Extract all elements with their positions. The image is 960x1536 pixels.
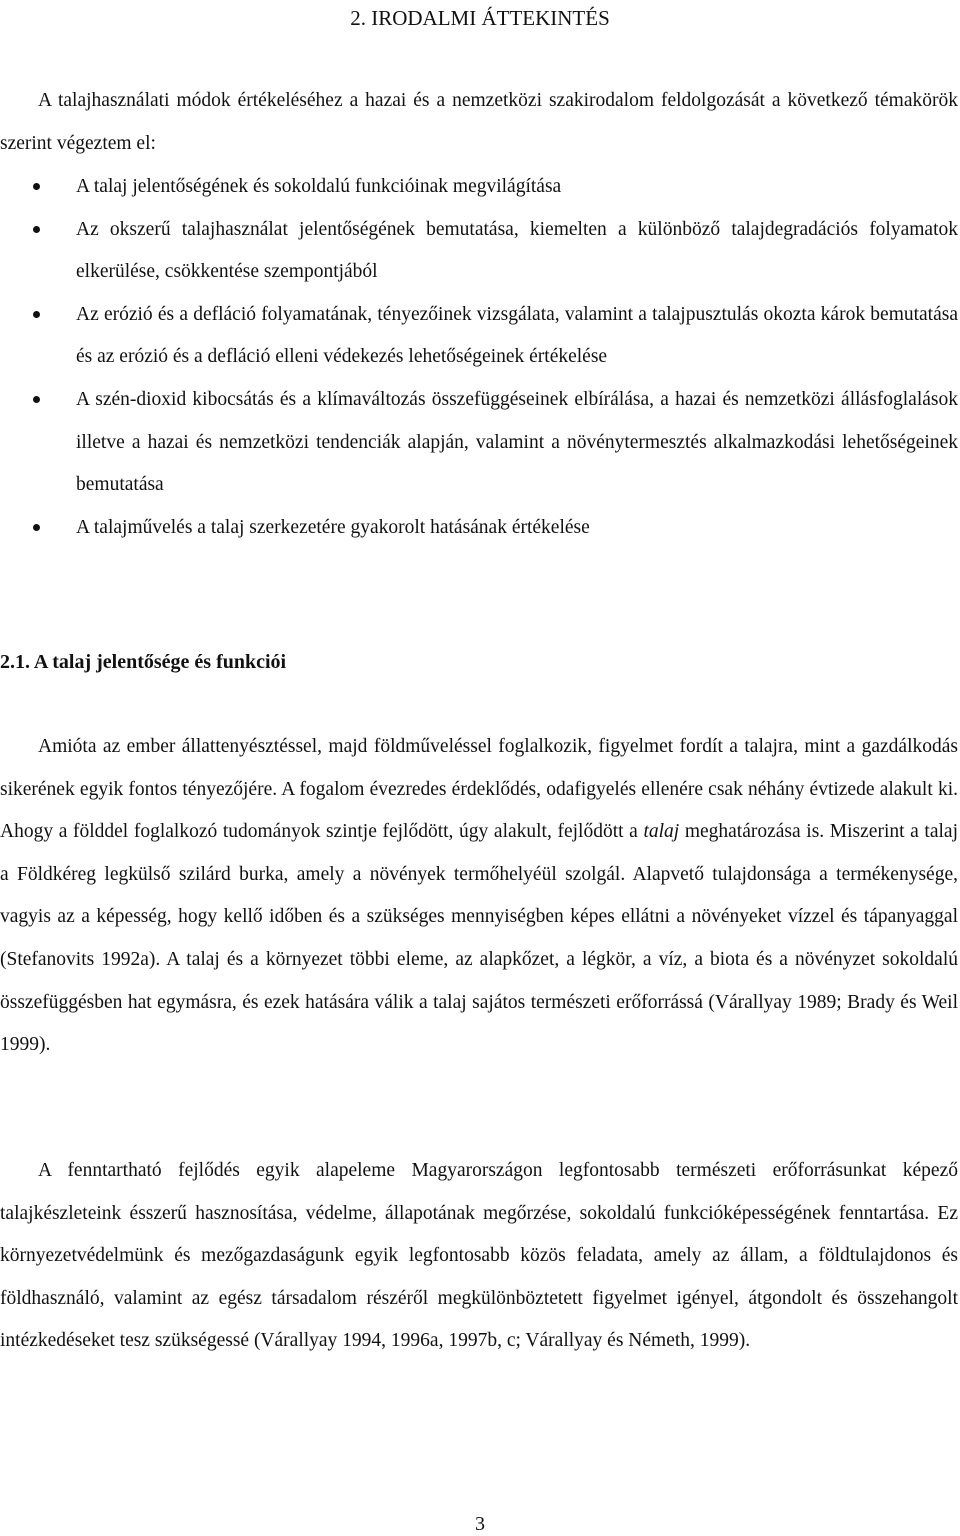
list-item-text: Az erózió és a defláció folyamatának, tényezőinek vizsgálata, valamint a talajpusztulás okozta károk bemutatása és az erózió és a defláció elleni védekezés lehetőségeinek értékelése: [76, 303, 958, 368]
chapter-title: 2. IRODALMI ÁTTEKINTÉS: [350, 6, 610, 30]
list-item: [0, 166, 958, 209]
section-heading: 2.1. A talaj jelentősége és funkciói: [0, 651, 287, 673]
bullet-icon: [33, 524, 40, 531]
italic-term: talaj: [643, 821, 680, 843]
list-item: [0, 379, 958, 507]
list-item: [0, 507, 958, 550]
list-item-text: Az okszerű talajhasználat jelentőségének bemutatása, kiemelten a különböző talajdegradációs folyamatok elkerülése, csökkentése szempontjából: [76, 218, 958, 283]
page-number: 3: [475, 1513, 485, 1535]
bullet-icon: [33, 396, 40, 403]
paragraph-text: meghatározása is. Miszerint a talaj a Földkéreg legkülső szilárd burka, amely a növények termőhelyéül szolgál. Alapvető tulajdonsága a termékenysége, vagyis az a képesség, hogy kellő időben és a szükséges mennyiségben képes ellátni a növényeket vízzel és tápanyaggal (Stefanovits 1992a). A talaj és a környezet többi eleme, az alapkőzet, a légkör, a víz, a biota és a növényzet sokoldalú összefüggésben hat egymásra, és ezek hatására válik a talaj sajátos természeti erőforrássá (Várallyay 1989; Brady és Weil 1999).: [0, 821, 958, 1056]
topic-list: [0, 166, 958, 549]
list-item-text: A szén-dioxid kibocsátás és a klímaváltozás összefüggéseinek elbírálása, a hazai és nemzetközi állásfoglalások illetve a hazai és nemzetközi tendenciák alapján, valamint a növénytermesztés alkalmazkodási lehetőségeinek bemutatása: [76, 388, 958, 496]
intro-paragraph: A talajhasználati módok értékeléséhez a hazai és a nemzetközi szakirodalom feldolgozását a következő témakörök szerint végeztem el:: [0, 90, 958, 154]
body-paragraph: [0, 726, 958, 1067]
list-item: [0, 294, 958, 379]
list-item: [0, 209, 958, 294]
bullet-icon: [33, 311, 40, 318]
body-paragraph: A fenntartható fejlődés egyik alapeleme Magyarországon legfontosabb természeti erőforrásunkat képező talajkészleteink ésszerű hasznosítása, védelme, állapotának megőrzése, sokoldalú funkcióképességének fenntartása. Ez környezetvédelmünk és mezőgazdaságunk egyik legfontosabb közös feladata, amely az állam, a földtulajdonos és földhasználó, valamint az egész társadalom részéről megkülönböztetett figyelmet igényel, átgondolt és összehangolt intézkedéseket tesz szükségessé (Várallyay 1994, 1996a, 1997b, c; Várallyay és Németh, 1999).: [0, 1160, 958, 1352]
paragraph-text: Amióta az ember állattenyésztéssel, majd földműveléssel foglalkozik, figyelmet fordít a talajra, mint a gazdálkodás sikerének egyik fontos tényezőjére. A fogalom évezredes érdeklődés, odafigyelés ellenére csak néhány évtizede alakult ki. Ahogy a földdel foglalkozó tudományok szintje fejlődött, úgy alakult, fejlődött a: [0, 736, 958, 843]
list-item-text: A talajművelés a talaj szerkezetére gyakorolt hatásának értékelése: [76, 516, 590, 538]
bullet-icon: [33, 226, 40, 233]
bullet-icon: [33, 183, 40, 190]
list-item-text: A talaj jelentőségének és sokoldalú funkcióinak megvilágítása: [76, 176, 562, 197]
